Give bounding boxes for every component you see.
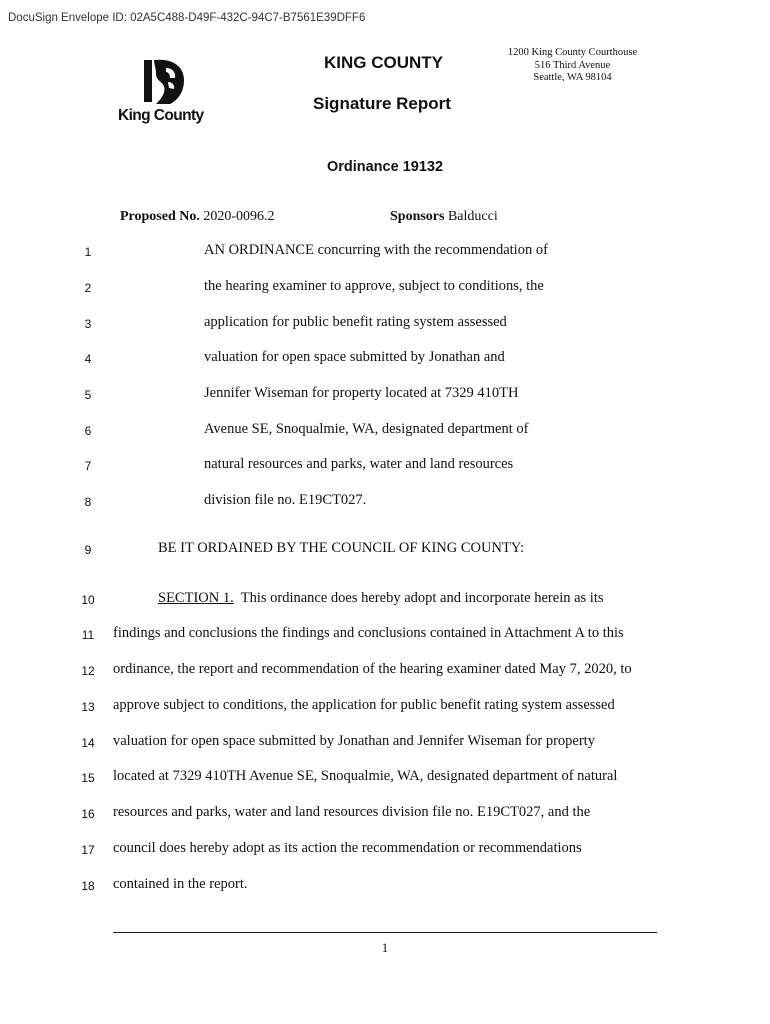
line-number: 14 <box>81 736 95 750</box>
line-number: 7 <box>84 459 92 473</box>
section-line <box>158 590 604 607</box>
line-number: 12 <box>81 664 95 678</box>
line-text: the hearing examiner to approve, subject to conditions, the <box>204 278 544 294</box>
line-number: 11 <box>81 628 95 642</box>
line-text: council does hereby adopt as its action the recommendation or recommendations <box>113 840 582 856</box>
line-text: natural resources and parks, water and land resources <box>204 456 514 472</box>
line-text: application for public benefit rating system assessed <box>204 314 507 330</box>
page-number: 1 <box>381 940 389 955</box>
line-number: 3 <box>84 317 92 331</box>
line-text: contained in the report. <box>113 876 248 892</box>
line-number: 17 <box>81 843 95 857</box>
line-number: 10 <box>81 593 95 607</box>
line-number: 13 <box>81 700 95 714</box>
docusign-envelope-id: DocuSign Envelope ID: 02A5C488-D49F-432C-94C7-B7561E39DFF6 <box>8 12 366 24</box>
line-text: resources and parks, water and land resources division file no. E19CT027, and the <box>113 804 591 820</box>
report-heading: Signature Report <box>313 94 451 113</box>
sponsors-label: Sponsors <box>390 209 445 224</box>
footer-divider <box>113 932 657 933</box>
line-text: approve subject to conditions, the application for public benefit rating system assessed <box>113 697 615 713</box>
line-text: located at 7329 410TH Avenue SE, Snoqualmie, WA, designated department of natural <box>113 768 618 784</box>
proposed-number <box>120 209 275 225</box>
county-heading: KING COUNTY <box>324 53 443 72</box>
proposed-label: Proposed No. <box>120 209 200 224</box>
line-text: findings and conclusions the findings and conclusions contained in Attachment A to this <box>113 625 624 641</box>
ordinance-title: Ordinance 19132 <box>326 159 444 175</box>
line-text: Avenue SE, Snoqualmie, WA, designated department of <box>204 421 529 437</box>
line-number: 5 <box>84 388 92 402</box>
line-text: valuation for open space submitted by Jonathan and Jennifer Wiseman for property <box>113 733 595 749</box>
king-county-logo-icon <box>142 58 186 104</box>
king-county-logo <box>118 58 214 130</box>
line-number: 15 <box>81 771 95 785</box>
section-heading: SECTION 1. <box>158 590 234 606</box>
line-text: Jennifer Wiseman for property located at 7329 410TH <box>204 385 519 401</box>
line-number: 9 <box>84 543 92 557</box>
address-line-1: 1200 King County Courthouse <box>507 47 638 58</box>
line-text: ordinance, the report and recommendation of the hearing examiner dated May 7, 2020, to <box>113 661 632 677</box>
line-number: 1 <box>84 245 92 259</box>
address-line-3: Seattle, WA 98104 <box>533 72 612 83</box>
line-text: division file no. E19CT027. <box>204 492 367 508</box>
line-text: BE IT ORDAINED BY THE COUNCIL OF KING COUNTY: <box>158 540 524 556</box>
line-number: 4 <box>84 352 92 366</box>
line-number: 6 <box>84 424 92 438</box>
line-text: AN ORDINANCE concurring with the recommendation of <box>204 242 548 258</box>
line-text: This ordinance does hereby adopt and incorporate herein as its <box>233 590 604 606</box>
line-text: valuation for open space submitted by Jonathan and <box>204 349 505 365</box>
sponsors <box>390 209 498 225</box>
line-number: 16 <box>81 807 95 821</box>
proposed-value: 2020-0096.2 <box>203 209 275 224</box>
logo-text: King County <box>118 107 204 124</box>
line-number: 8 <box>84 495 92 509</box>
address-line-2: 516 Third Avenue <box>534 59 611 71</box>
line-number: 2 <box>84 281 92 295</box>
line-number: 18 <box>81 879 95 893</box>
county-address <box>505 47 640 85</box>
sponsors-value: Balducci <box>447 209 498 224</box>
